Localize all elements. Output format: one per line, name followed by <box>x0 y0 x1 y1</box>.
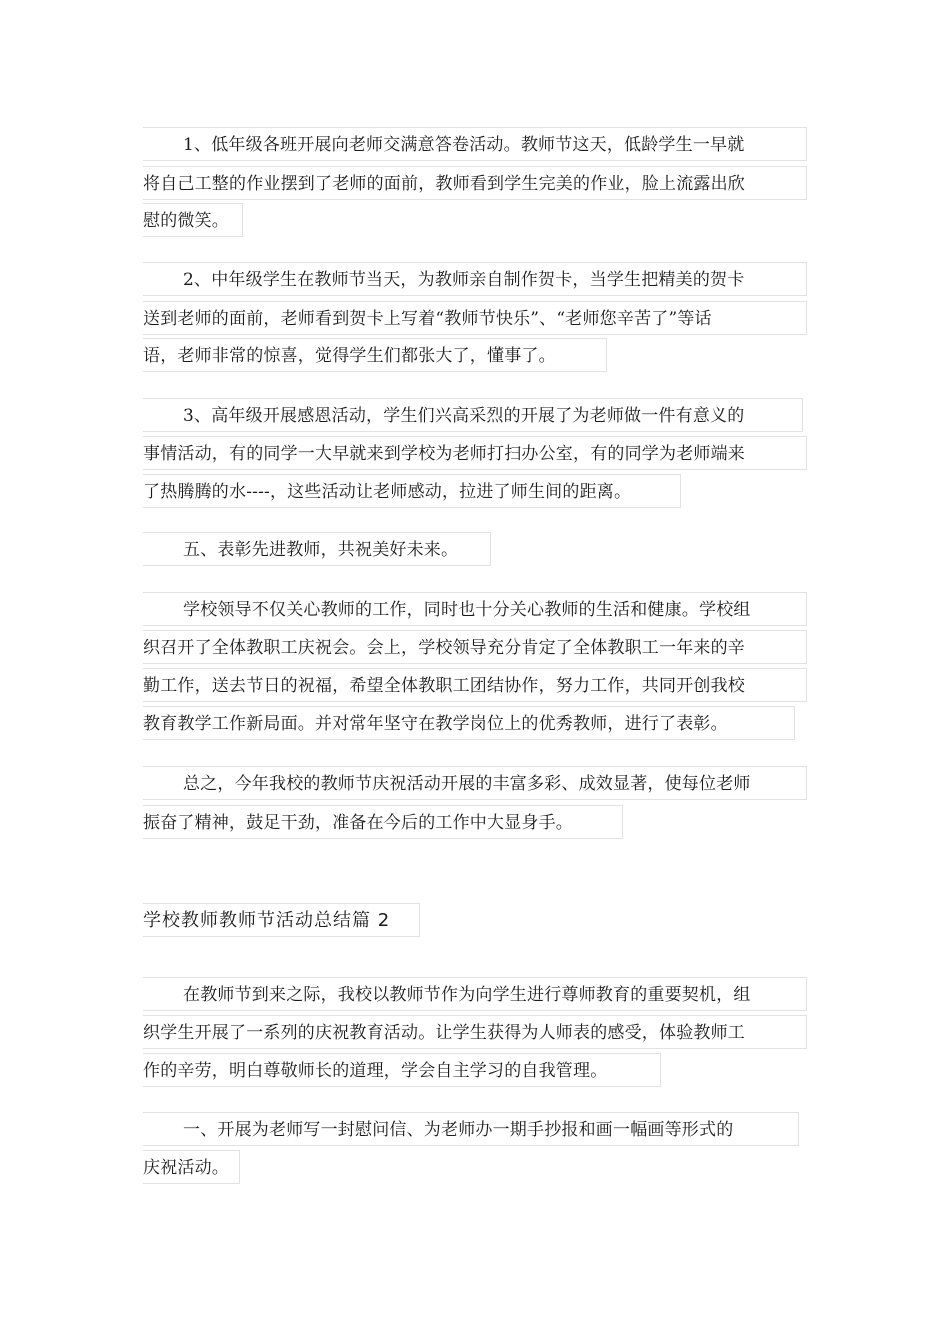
paragraph-line: 作的辛劳，明白尊敬师长的道理，学会自主学习的自我管理。 <box>143 1053 661 1087</box>
paragraph-line: 勤工作，送去节日的祝福，希望全体教职工团结协作，努力工作，共同开创我校 <box>143 668 807 702</box>
paragraph-line: 总之，今年我校的教师节庆祝活动开展的丰富多彩、成效显著，使每位老师 <box>143 766 807 800</box>
section-title: 学校教师教师节活动总结篇 2 <box>143 903 420 937</box>
paragraph-line: 教育教学工作新局面。并对常年坚守在教学岗位上的优秀教师，进行了表彰。 <box>143 706 795 740</box>
paragraph-line: 语，老师非常的惊喜，觉得学生们都张大了，懂事了。 <box>143 338 607 372</box>
paragraph-line: 将自己工整的作业摆到了老师的面前，教师看到学生完美的作业，脸上流露出欣 <box>143 166 807 200</box>
paragraph-line: 3、高年级开展感恩活动，学生们兴高采烈的开展了为老师做一件有意义的 <box>143 398 803 432</box>
paragraph-line: 慰的微笑。 <box>143 203 243 237</box>
subsection-heading: 五、表彰先进教师，共祝美好未来。 <box>143 532 491 566</box>
paragraph-line: 2、中年级学生在教师节当天，为教师亲自制作贺卡，当学生把精美的贺卡 <box>143 262 807 296</box>
paragraph-line: 在教师节到来之际，我校以教师节作为向学生进行尊师教育的重要契机，组 <box>143 977 807 1011</box>
paragraph-line: 振奋了精神，鼓足干劲，准备在今后的工作中大显身手。 <box>143 805 623 839</box>
paragraph-line: 1、低年级各班开展向老师交满意答卷活动。教师节这天，低龄学生一早就 <box>143 127 807 161</box>
paragraph-line: 了热腾腾的水----，这些活动让老师感动，拉进了师生间的距离。 <box>143 474 681 508</box>
paragraph-line: 学校领导不仅关心教师的工作，同时也十分关心教师的生活和健康。学校组 <box>143 592 807 626</box>
paragraph-line: 送到老师的面前，老师看到贺卡上写着“教师节快乐”、“老师您辛苦了”等话 <box>143 301 807 335</box>
paragraph-line: 织学生开展了一系列的庆祝教育活动。让学生获得为人师表的感受，体验教师工 <box>143 1015 807 1049</box>
paragraph-line: 织召开了全体教职工庆祝会。会上，学校领导充分肯定了全体教职工一年来的辛 <box>143 630 807 664</box>
paragraph-line: 事情活动，有的同学一大早就来到学校为老师打扫办公室，有的同学为老师端来 <box>143 436 807 470</box>
paragraph-line: 庆祝活动。 <box>143 1150 240 1184</box>
paragraph-line: 一、开展为老师写一封慰问信、为老师办一期手抄报和画一幅画等形式的 <box>143 1112 799 1146</box>
